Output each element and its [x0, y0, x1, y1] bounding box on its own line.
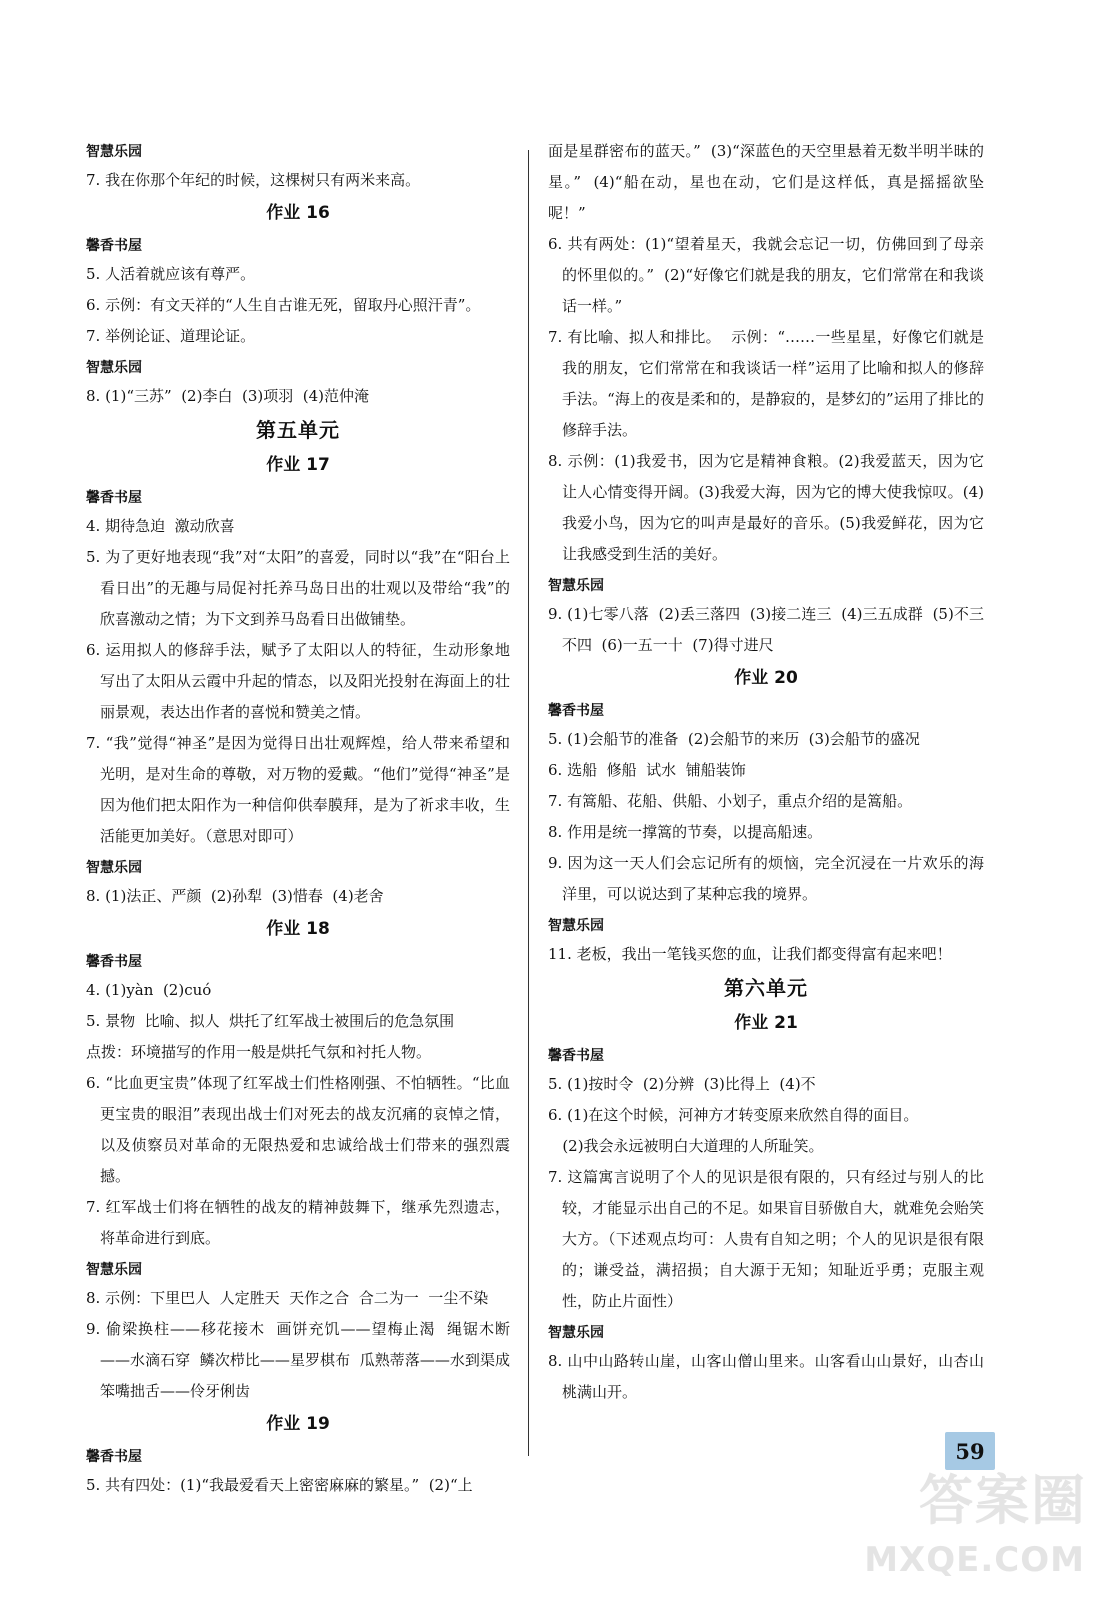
answer-item: 5. 共有四处：(1)“我最爱看天上密密麻麻的繁星。” (2)“上 — [86, 1476, 473, 1494]
section-heading: 馨香书屋 — [86, 1449, 142, 1465]
section-heading: 馨香书屋 — [86, 490, 142, 506]
answer-item: 7. “我”觉得“神圣”是因为觉得日出壮观辉煌，给人带来希望和光明，是对生命的尊敬，对万物的爱戴。“他们”觉得“神圣”是因为他们把太阳作为一种信仰供奉膜拜，是为了祈求丰收，生活能更加美好。（意思对即可） — [86, 734, 510, 845]
answer-item: (2)我会永远被明白大道理的人所耻笑。 — [548, 1137, 824, 1155]
answer-item: 8. 山中山路转山崖，山客山僧山里来。山客看山山景好，山杏山桃满山开。 — [548, 1352, 984, 1401]
answer-item: 5. (1)会船节的准备 (2)会船节的来历 (3)会船节的盛况 — [548, 730, 920, 748]
section-heading: 馨香书屋 — [548, 1048, 604, 1064]
unit-heading: 第五单元 — [256, 418, 340, 442]
answer-item: 4. 期待急迫 激动欣喜 — [86, 517, 235, 535]
answer-item: 面是星群密布的蓝天。” (3)“深蓝色的天空里悬着无数半明半昧的星。” (4)“船在动，星也在动，它们是这样低，真是摇摇欲坠呢！” — [548, 142, 984, 222]
homework-heading: 作业 20 — [734, 668, 798, 688]
answer-item: 7. 举例论证、道理论证。 — [86, 327, 256, 345]
section-heading: 智慧乐园 — [548, 918, 604, 934]
answer-item: 8. 作用是统一撑篙的节奏，以提高船速。 — [548, 823, 823, 841]
section-heading: 智慧乐园 — [86, 860, 142, 876]
answer-item: 6. 选船 修船 试水 铺船装饰 — [548, 761, 746, 779]
answer-item: 5. (1)按时令 (2)分辨 (3)比得上 (4)不 — [548, 1075, 816, 1093]
answer-item: 5. 景物 比喻、拟人 烘托了红军战士被围后的危急氛围 — [86, 1012, 455, 1030]
section-heading: 智慧乐园 — [548, 578, 604, 594]
left-column — [86, 136, 520, 1501]
answer-item: 8. (1)法正、严颜 (2)孙犁 (3)惜春 (4)老舍 — [86, 887, 384, 905]
answer-item: 9. 偷梁换柱——移花接木 画饼充饥——望梅止渴 绳锯木断——水滴石穿 鳞次栉比——星罗棋布 瓜熟蒂落——水到渠成 笨嘴拙舌——伶牙俐齿 — [86, 1320, 520, 1400]
homework-heading: 作业 21 — [734, 1013, 798, 1033]
answer-item: 8. (1)“三苏” (2)李白 (3)项羽 (4)范仲淹 — [86, 387, 370, 405]
answer-item: 5. 人活着就应该有尊严。 — [86, 265, 256, 283]
answer-item: 8. 示例：(1)我爱书，因为它是精神食粮。(2)我爱蓝天，因为它让人心情变得开阔。(3)我爱大海，因为它的博大使我惊叹。(4)我爱小鸟，因为它的叫声是最好的音乐。(5)我爱鲜花，因为它让我感受到生活的美好。 — [548, 452, 984, 563]
watermark-logo — [797, 1458, 1097, 1598]
answer-item: 7. 有篙船、花船、供船、小划子，重点介绍的是篙船。 — [548, 792, 913, 810]
watermark-cn: 答案圈 — [919, 1469, 1087, 1532]
section-heading: 智慧乐园 — [86, 360, 142, 376]
section-heading: 智慧乐园 — [86, 144, 142, 160]
answer-item: 9. (1)七零八落 (2)丢三落四 (3)接二连三 (4)三五成群 (5)不三不四 (6)一五一十 (7)得寸进尺 — [548, 605, 984, 654]
answer-item: 8. 示例：下里巴人 人定胜天 天作之合 合二为一 一尘不染 — [86, 1289, 489, 1307]
section-heading: 馨香书屋 — [86, 238, 142, 254]
section-heading: 智慧乐园 — [86, 1262, 142, 1278]
answer-item: 5. 为了更好地表现“我”对“太阳”的喜爱，同时以“我”在“阳台上看日出”的无趣与局促衬托养马岛日出的壮观以及带给“我”的欣喜激动之情；为下文到养马岛看日出做铺垫。 — [86, 548, 510, 628]
answer-item: 6. “比血更宝贵”体现了红军战士们性格刚强、不怕牺牲。“比血更宝贵的眼泪”表现出战士们对死去的战友沉痛的哀悼之情，以及侦察员对革命的无限热爱和忠诚给战士们带来的强烈震撼。 — [86, 1074, 510, 1185]
answer-item: 6. 运用拟人的修辞手法，赋予了太阳以人的特征，生动形象地写出了太阳从云霞中升起的情态，以及阳光投射在海面上的壮丽景观，表达出作者的喜悦和赞美之情。 — [86, 641, 510, 721]
answer-item: 7. 我在你那个年纪的时候，这棵树只有两米来高。 — [86, 171, 421, 189]
page-number: 59 — [945, 1432, 995, 1470]
answer-item: 点拨：环境描写的作用一般是烘托气氛和衬托人物。 — [86, 1043, 432, 1061]
unit-heading: 第六单元 — [724, 976, 808, 1000]
section-heading: 智慧乐园 — [548, 1325, 604, 1341]
answer-item: 6. (1)在这个时候，河神方才转变原来欣然自得的面目。 — [548, 1106, 919, 1124]
homework-heading: 作业 17 — [266, 455, 330, 475]
answer-item: 6. 示例：有文天祥的“人生自古谁无死，留取丹心照汗青”。 — [86, 296, 481, 314]
homework-heading: 作业 18 — [266, 919, 330, 939]
answer-item: 7. 有比喻、拟人和排比。 示例：“……一些星星，好像它们就是我的朋友，它们常常在和我谈话一样”运用了比喻和拟人的修辞手法。“海上的夜是柔和的，是静寂的，是梦幻的”运用了排比的修辞手法。 — [548, 328, 984, 439]
answer-item: 6. 共有两处：(1)“望着星天，我就会忘记一切，仿佛回到了母亲的怀里似的。” (2)“好像它们就是我的朋友，它们常常在和我谈话一样。” — [548, 235, 984, 315]
answer-item: 4. (1)yàn (2)cuó — [86, 981, 212, 999]
answer-item: 11. 老板，我出一笔钱买您的血，让我们都变得富有起来吧！ — [548, 945, 952, 963]
column-divider — [528, 150, 529, 1456]
section-heading: 馨香书屋 — [86, 954, 142, 970]
homework-heading: 作业 19 — [266, 1414, 330, 1434]
section-heading: 馨香书屋 — [548, 703, 604, 719]
watermark-en: MXQE.COM — [864, 1540, 1085, 1580]
answer-item: 9. 因为这一天人们会忘记所有的烦恼，完全沉浸在一片欢乐的海洋里，可以说达到了某种忘我的境界。 — [548, 854, 984, 903]
homework-heading: 作业 16 — [266, 203, 330, 223]
answer-item: 7. 红军战士们将在牺牲的战友的精神鼓舞下，继承先烈遗志，将革命进行到底。 — [86, 1198, 510, 1247]
answer-item: 7. 这篇寓言说明了个人的见识是很有限的，只有经过与别人的比较，才能显示出自己的不足。如果盲目骄傲自大，就难免会贻笑大方。（下述观点均可：人贵有自知之明；个人的见识是很有限的；谦受益，满招损；自大源于无知；知耻近乎勇；克服主观性，防止片面性） — [548, 1168, 984, 1310]
right-column — [548, 136, 984, 1408]
